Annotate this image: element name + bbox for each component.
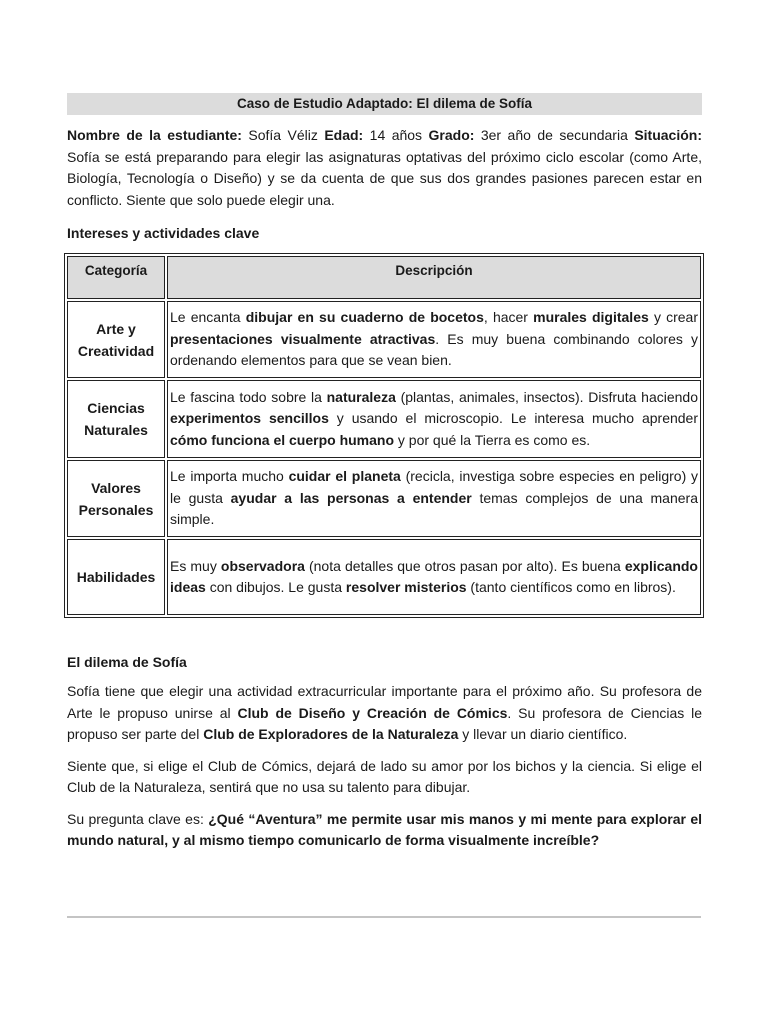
table-header-row	[67, 256, 701, 299]
dilemma-p1-a: Sofía tiene que elegir una actividad extracurricular importante para el próximo año. Su profesora de Arte le propuso unirse al	[67, 683, 702, 721]
description-highlight: resolver misterios	[345, 579, 467, 595]
table-row	[67, 301, 701, 378]
age-label: Edad:	[324, 127, 364, 143]
category-cell: Valores Personales	[67, 460, 165, 537]
table-row	[67, 380, 701, 458]
club-nature: Club de Exploradores de la Naturaleza	[203, 726, 459, 742]
table-row	[67, 539, 701, 615]
dilemma-paragraph-3	[67, 809, 702, 852]
header-category: Categoría	[67, 256, 165, 299]
dilemma-p1-c: y llevar un diario científico.	[458, 726, 628, 742]
description-text: Es muy	[170, 557, 221, 574]
category-cell: Arte y Creatividad	[67, 301, 165, 378]
description-text: . Es muy buena combinando colores y ordenando elementos para que se vean bien.	[170, 330, 698, 369]
description-cell	[167, 539, 701, 615]
table-row	[67, 460, 701, 537]
description-text: y por qué la Tierra es como es.	[394, 431, 591, 448]
student-name: Sofía Véliz	[248, 127, 318, 143]
description-highlight: cómo funciona el cuerpo humano	[170, 431, 395, 448]
description-highlight: ayudar a las personas a entender	[230, 489, 472, 506]
description-text: (plantas, animales, insectos). Disfruta haciendo	[395, 388, 698, 405]
description-highlight: explicando ideas	[170, 557, 698, 595]
grade-label: Grado:	[428, 127, 475, 143]
description-text: Le encanta	[170, 309, 246, 326]
footer-divider	[67, 916, 701, 918]
interests-heading: Intereses y actividades clave	[67, 225, 260, 241]
description-highlight: naturaleza	[326, 388, 396, 405]
dilemma-p1-b: . Su profesora de Ciencias le propuso ser parte del	[67, 704, 703, 742]
document-title: Caso de Estudio Adaptado: El dilema de Sofía	[67, 93, 702, 115]
description-text: Le importa mucho	[170, 468, 289, 485]
description-cell	[167, 380, 701, 458]
category-cell: Habilidades	[67, 539, 165, 615]
name-label: Nombre de la estudiante:	[67, 127, 242, 143]
key-question: ¿Qué “Aventura” me permite usar mis manos y mi mente para explorar el mundo natural, y al mismo tiempo comunicarlo de forma visualmente increíble?	[67, 810, 703, 848]
description-highlight: dibujar en su cuaderno de bocetos	[245, 309, 484, 326]
description-text: (recicla, investiga sobre especies en peligro) y le gusta	[170, 468, 698, 506]
header-description: Descripción	[167, 256, 701, 299]
table-body	[67, 301, 701, 615]
dilemma-heading: El dilema de Sofía	[67, 654, 187, 670]
question-intro: Su pregunta clave es:	[67, 810, 209, 827]
student-grade: 3er año de secundaria	[480, 127, 628, 143]
dilemma-paragraph-1	[67, 681, 702, 746]
description-text: (nota detalles que otros pasan por alto). Es buena	[304, 557, 625, 574]
situation-text: Sofía se está preparando para elegir las asignaturas optativas del próximo ciclo escolar (como Arte, Biología, Tecnología o Diseño) y se da cuenta de que sus dos grandes pasiones parecen estar en conflicto. Siente que solo puede elegir una.	[67, 148, 702, 208]
description-text: con dibujos. Le gusta	[205, 579, 346, 595]
category-cell: Ciencias Naturales	[67, 380, 165, 458]
description-text: temas complejos de una manera simple.	[170, 489, 698, 528]
document-page	[67, 93, 702, 852]
club-comics: Club de Diseño y Creación de Cómics	[237, 704, 508, 721]
description-text: (tanto científicos como en libros).	[466, 579, 676, 595]
description-highlight: observadora	[220, 557, 305, 574]
dilemma-paragraph-2: Siente que, si elige el Club de Cómics, dejará de lado su amor por los bichos y la ciencia. Si elige el Club de la Naturaleza, sentirá que no usa su talento para dibujar.	[67, 757, 702, 795]
description-text: , hacer	[483, 309, 534, 326]
description-highlight: presentaciones visualmente atractivas	[170, 330, 436, 347]
situation-label: Situación:	[634, 127, 702, 143]
description-cell	[167, 460, 701, 537]
description-text: y crear	[648, 309, 698, 326]
description-text: y usando el microscopio. Le interesa mucho aprender	[328, 410, 699, 427]
description-text: Le fascina todo sobre la	[170, 388, 327, 405]
student-age: 14 años	[369, 127, 423, 143]
interests-table	[64, 253, 704, 618]
student-profile	[67, 125, 702, 211]
description-cell	[167, 301, 701, 378]
description-highlight: cuidar el planeta	[288, 468, 401, 485]
description-highlight: murales digitales	[533, 309, 649, 326]
description-highlight: experimentos sencillos	[170, 410, 329, 427]
